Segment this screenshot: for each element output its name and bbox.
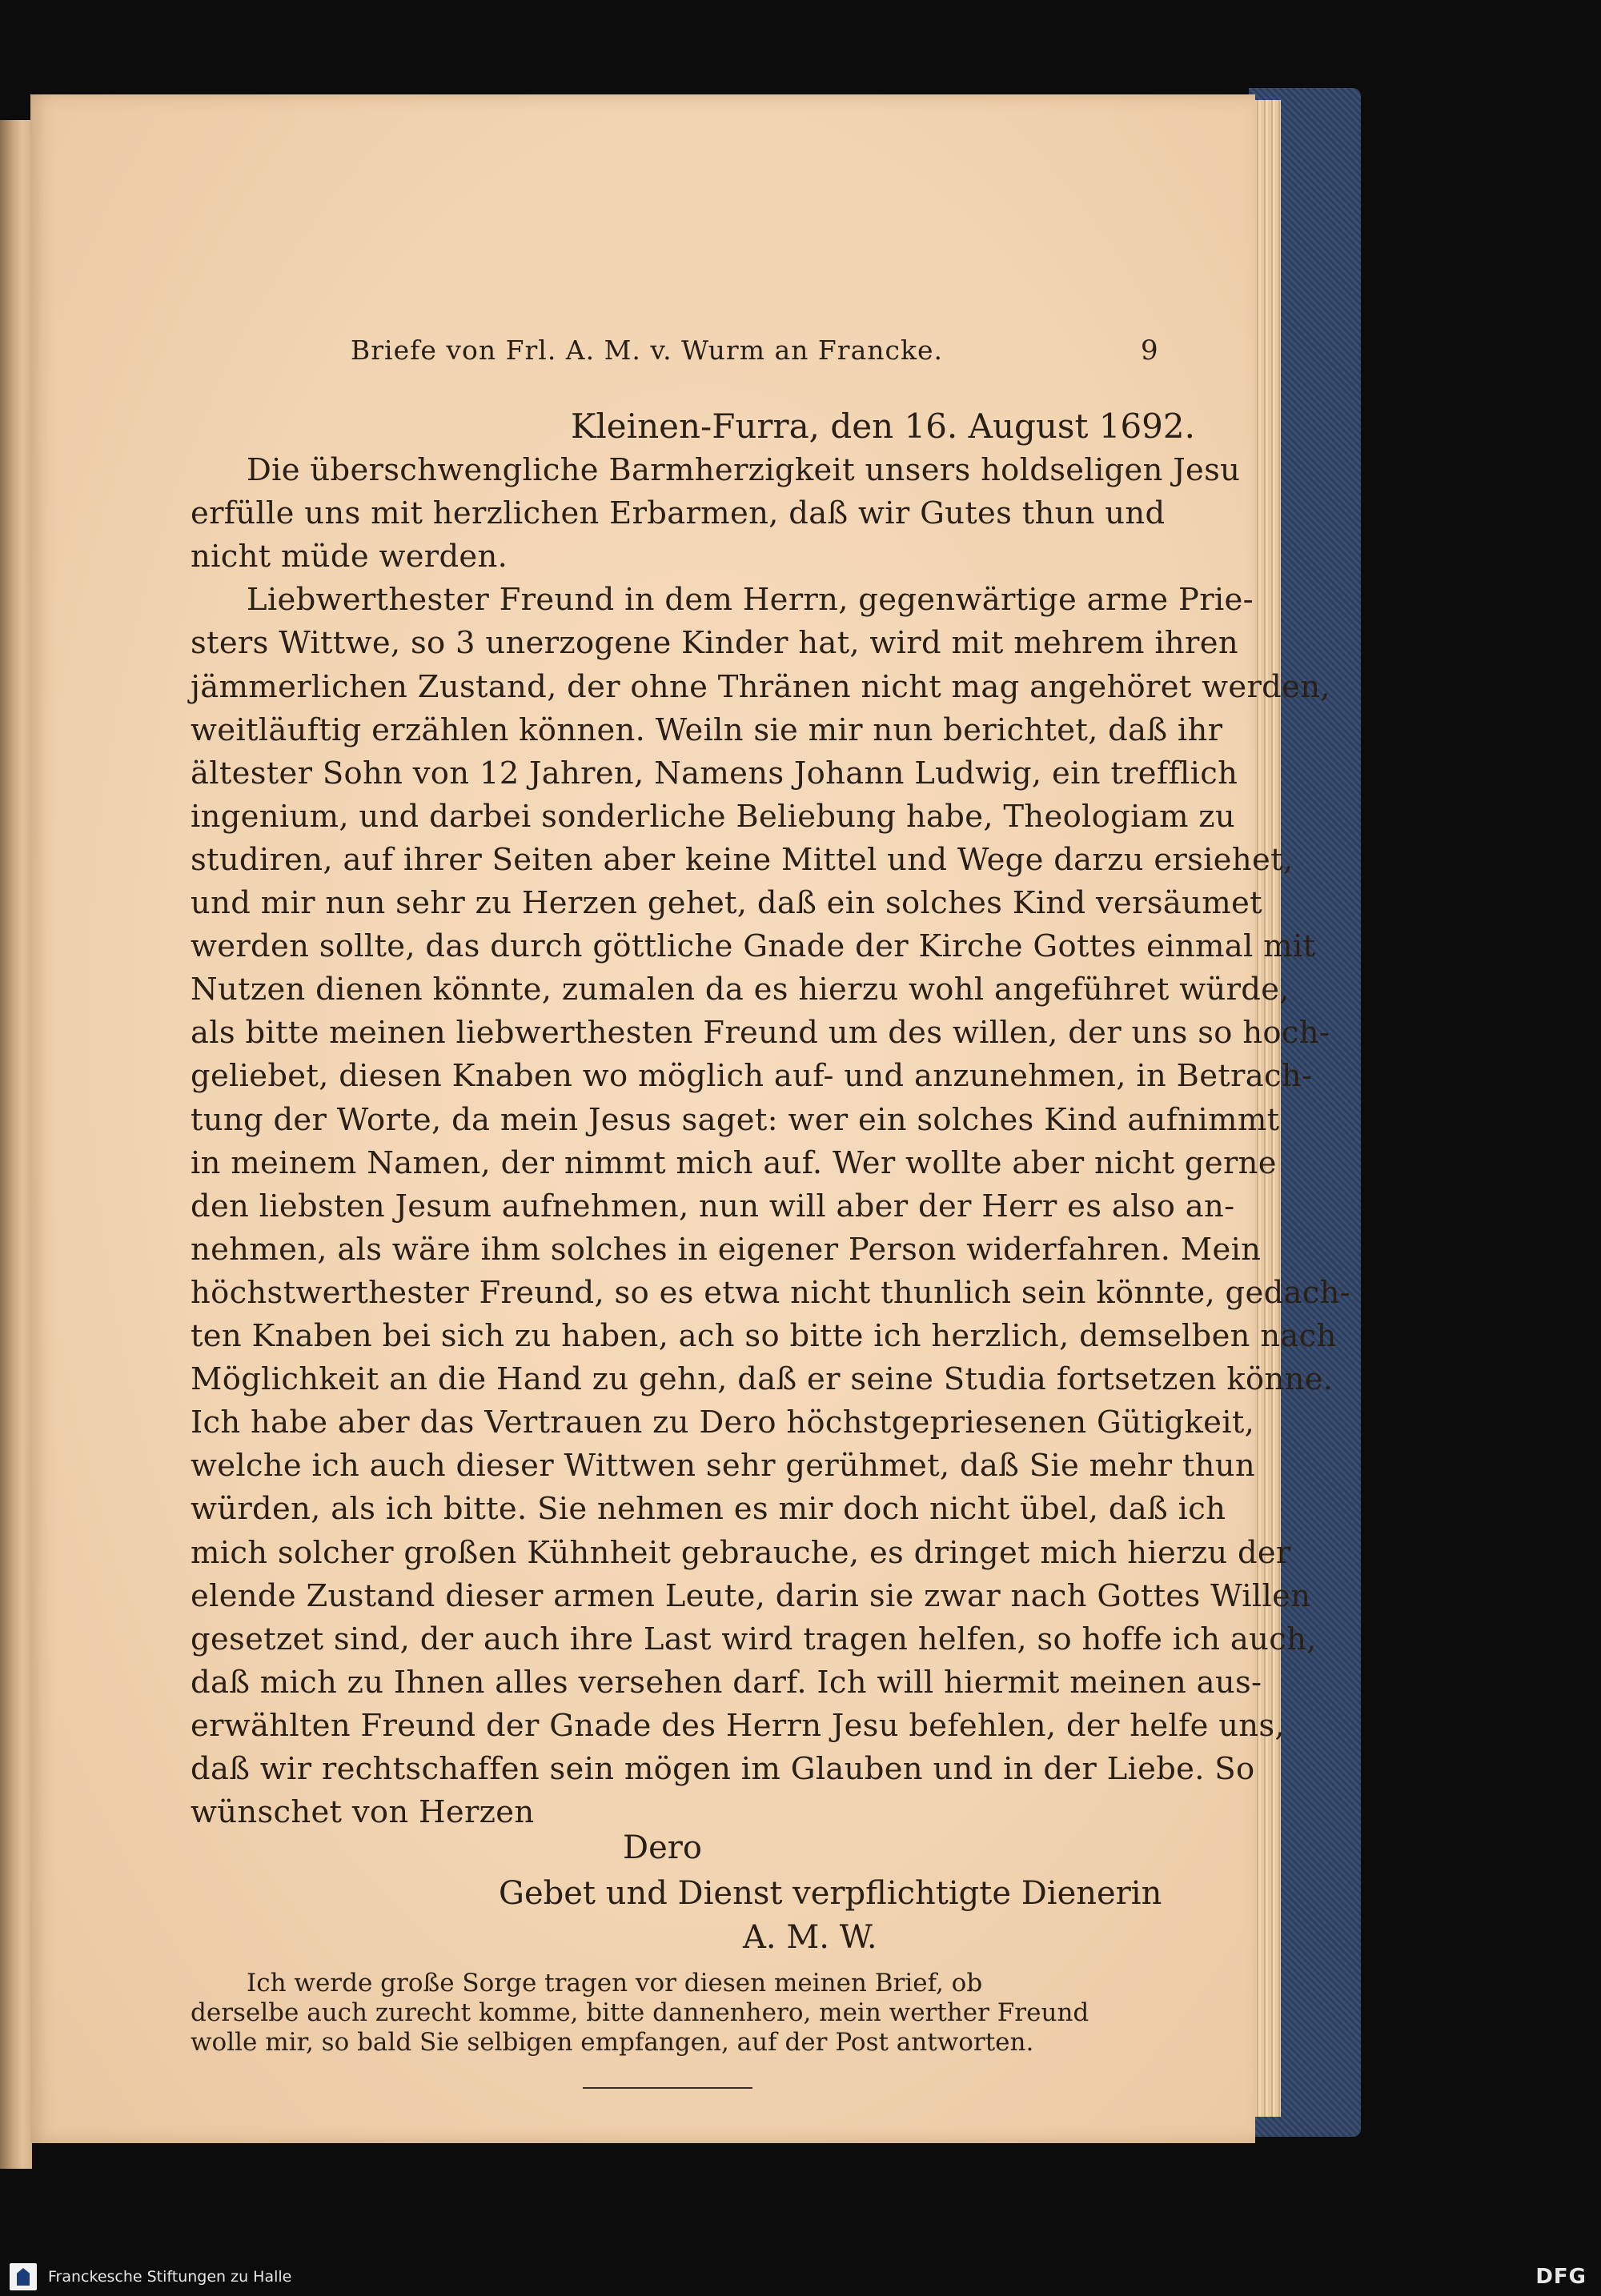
letter-line: jämmerlichen Zustand, der ohne Thränen nicht mag angehöret werden,: [191, 668, 1330, 705]
closing-title: Gebet und Dienst verpflichtigte Dienerin: [499, 1875, 1162, 1912]
signature: A. M. W.: [743, 1919, 877, 1956]
previous-page-edge: [0, 120, 32, 2169]
letter-line: Liebwerthester Freund in dem Herrn, gegenwärtige arme Prie-: [247, 582, 1254, 619]
letter-line: gesetzet sind, der auch ihre Last wird tragen helfen, so hoffe ich auch,: [191, 1621, 1317, 1657]
book-page: [30, 94, 1351, 2143]
running-title: Briefe von Frl. A. M. v. Wurm an Francke.: [351, 335, 943, 366]
letter-line: als bitte meinen liebwerthesten Freund um des willen, der uns so hoch-: [191, 1015, 1330, 1052]
letter-line: Möglichkeit an die Hand zu gehn, daß er seine Studia fortsetzen könne.: [191, 1361, 1334, 1398]
letter-line: in meinem Namen, der nimmt mich auf. Wer wollte aber nicht gerne: [191, 1144, 1277, 1181]
letter-line: geliebet, diesen Knaben wo möglich auf- und anzunehmen, in Betrach-: [191, 1058, 1313, 1095]
letter-line: nehmen, als wäre ihm solches in eigener Person widerfahren. Mein: [191, 1231, 1262, 1268]
viewer-footer: [0, 2257, 1601, 2296]
letter-line: den liebsten Jesum aufnehmen, nun will aber der Herr es also an-: [191, 1188, 1235, 1224]
letter-dateline: Kleinen-Furra, den 16. August 1692.: [571, 407, 1195, 446]
institution-name: Franckesche Stiftungen zu Halle: [48, 2268, 292, 2286]
institution-logo-icon: [10, 2263, 37, 2290]
letter-line: werden sollte, das durch göttliche Gnade der Kirche Gottes einmal mit: [191, 928, 1316, 965]
letter-line: mich solcher großen Kühnheit gebrauche, es dringet mich hierzu der: [191, 1534, 1291, 1571]
letter-line: Ich habe aber das Vertrauen zu Dero höchstgepriesenen Gütigkeit,: [191, 1404, 1255, 1441]
postscript-line: Ich werde große Sorge tragen vor diesen meinen Brief, ob: [247, 1969, 983, 1997]
letter-line: welche ich auch dieser Wittwen sehr gerühmet, daß Sie mehr thun: [191, 1448, 1255, 1485]
letter-line: daß wir rechtschaffen sein mögen im Glauben und in der Liebe. So: [191, 1751, 1255, 1787]
letter-line: ten Knaben bei sich zu haben, ach so bitte ich herzlich, demselben nach: [191, 1318, 1337, 1354]
letter-line: sters Wittwe, so 3 unerzogene Kinder hat, wird mit mehrem ihren: [191, 625, 1238, 662]
letter-line: daß mich zu Ihnen alles versehen darf. Ich will hiermit meinen aus-: [191, 1664, 1262, 1701]
letter-line: Die überschwengliche Barmherzigkeit unsers holdseligen Jesu: [247, 452, 1241, 488]
letter-line: ältester Sohn von 12 Jahren, Namens Johann Ludwig, ein trefflich: [191, 755, 1238, 791]
dfg-logo: DFG: [1535, 2265, 1587, 2289]
closing-salutation: Dero: [623, 1829, 702, 1866]
postscript-line: derselbe auch zurecht komme, bitte dannenhero, mein werther Freund: [191, 1998, 1089, 2027]
letter-line: elende Zustand dieser armen Leute, darin sie zwar nach Gottes Willen: [191, 1577, 1311, 1614]
letter-line: weitläuftig erzählen können. Weiln sie mir nun berichtet, daß ihr: [191, 711, 1223, 748]
letter-line: erwählten Freund der Gnade des Herrn Jesu befehlen, der helfe uns,: [191, 1707, 1285, 1744]
letter-line: wünschet von Herzen: [191, 1794, 535, 1831]
page-number: 9: [1141, 335, 1158, 367]
letter-line: höchstwerthester Freund, so es etwa nicht thunlich sein könnte, gedach-: [191, 1274, 1351, 1311]
letter-line: Nutzen dienen könnte, zumalen da es hierzu wohl angeführet würde,: [191, 972, 1290, 1008]
letter-line: ingenium, und darbei sonderliche Beliebung habe, Theologiam zu: [191, 798, 1235, 835]
letter-line: studiren, auf ihrer Seiten aber keine Mittel und Wege darzu ersiehet,: [191, 841, 1294, 878]
letter-line: nicht müde werden.: [191, 539, 508, 575]
postscript-line: wolle mir, so bald Sie selbigen empfangen, auf der Post antworten.: [191, 2028, 1034, 2057]
letter-line: würden, als ich bitte. Sie nehmen es mir doch nicht übel, daß ich: [191, 1491, 1226, 1528]
letter-line: und mir nun sehr zu Herzen gehet, daß ein solches Kind versäumet: [191, 885, 1262, 921]
letter-line: erfülle uns mit herzlichen Erbarmen, daß wir Gutes thun und: [191, 495, 1166, 532]
letter-line: tung der Worte, da mein Jesus saget: wer ein solches Kind aufnimmt: [191, 1101, 1280, 1138]
end-rule: [583, 2087, 752, 2089]
